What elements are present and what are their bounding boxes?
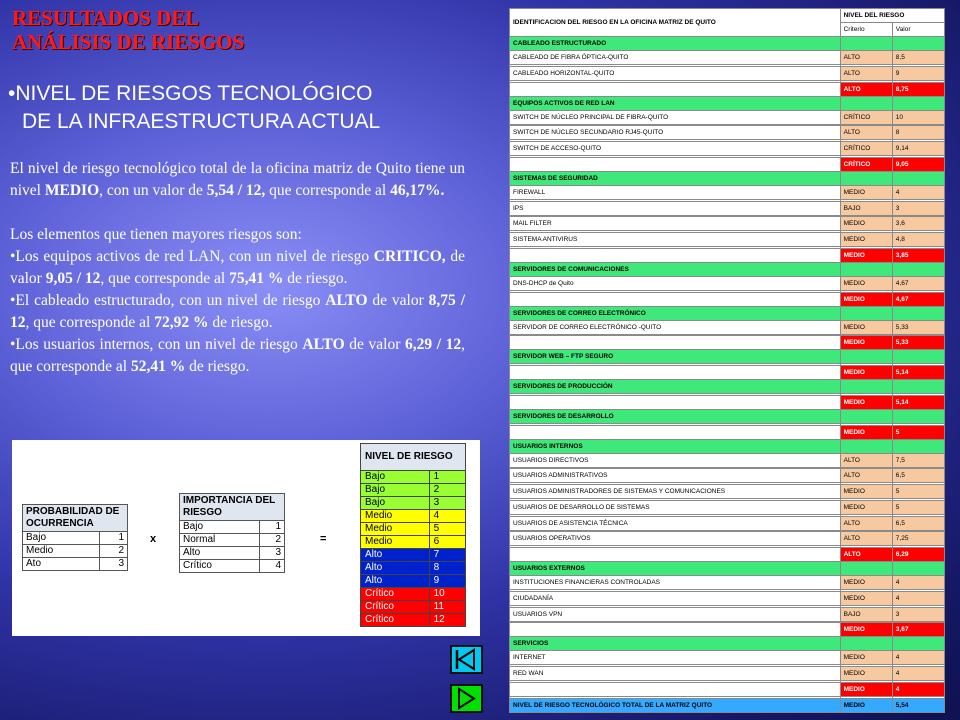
risk-name: SERVIDOR WEB – FTP SEGURO bbox=[510, 350, 841, 364]
risk-name bbox=[510, 248, 841, 262]
text-run: , que corresponde al bbox=[10, 336, 465, 375]
risk-level-header: NIVEL DE RIESGO bbox=[361, 444, 466, 471]
risk-criterion: MEDIO bbox=[840, 185, 892, 199]
risk-value: 3,85 bbox=[892, 248, 944, 262]
risk-value: 3,67 bbox=[892, 623, 944, 637]
risk-legend-panel bbox=[12, 440, 480, 636]
risk-value: 5,33 bbox=[892, 320, 944, 334]
risk-criterion bbox=[840, 262, 892, 276]
risk-name: USUARIOS VPN bbox=[510, 607, 841, 621]
subtotal-row bbox=[510, 366, 945, 380]
risk-name: SERVIDOR DE CORREO ELECTRÓNICO -QUITO bbox=[510, 320, 841, 334]
importance-label: Crítico bbox=[180, 560, 260, 573]
table-row bbox=[510, 485, 945, 499]
table-row bbox=[510, 651, 945, 665]
risk-value: 4,67 bbox=[892, 276, 944, 290]
risk-level-row bbox=[361, 484, 466, 497]
table-row bbox=[510, 110, 945, 124]
risk-level-row bbox=[361, 588, 466, 601]
risk-name bbox=[510, 366, 841, 380]
risk-value: 3 bbox=[892, 201, 944, 215]
subtotal-row bbox=[510, 623, 945, 637]
importance-row bbox=[180, 521, 285, 534]
risk-name bbox=[510, 82, 841, 96]
text-run: CRITICO, bbox=[373, 248, 446, 265]
probability-label: Bajo bbox=[23, 532, 100, 545]
risk-value bbox=[892, 439, 944, 453]
next-slide-button[interactable] bbox=[450, 684, 483, 713]
risk-analysis-table-panel bbox=[509, 8, 945, 713]
table-row bbox=[510, 126, 945, 140]
risk-value bbox=[892, 409, 944, 423]
bullet-usuarios bbox=[10, 334, 465, 378]
section-row bbox=[510, 171, 945, 185]
table-row bbox=[510, 185, 945, 199]
risk-name: SISTEMAS DE SEGURIDAD bbox=[510, 171, 841, 185]
risk-criterion: ALTO bbox=[840, 66, 892, 80]
risk-value: 8,75 bbox=[892, 82, 944, 96]
multiply-sign: x bbox=[150, 533, 157, 545]
risk-value: 5 bbox=[892, 425, 944, 439]
table-row bbox=[510, 51, 945, 65]
text-run: El nivel de riesgo tecnológico total de la oficina matriz de Quito tiene un nivel bbox=[10, 160, 465, 199]
section-row bbox=[510, 439, 945, 453]
risk-criterion: MEDIO bbox=[840, 682, 892, 696]
section-row bbox=[510, 96, 945, 110]
risk-name bbox=[510, 623, 841, 637]
table-row bbox=[510, 591, 945, 605]
risk-name: SISTEMA ANTIVIRUS bbox=[510, 233, 841, 247]
probability-row bbox=[23, 545, 128, 558]
risk-value: 4 bbox=[892, 185, 944, 199]
risk-level-value: 11 bbox=[429, 601, 465, 614]
text-run: •Los usuarios internos, con un nivel de riesgo bbox=[10, 336, 303, 353]
risk-name: USUARIOS DE DESARROLLO DE SISTEMAS bbox=[510, 500, 841, 514]
risk-criterion bbox=[840, 409, 892, 423]
risk-level-value: 8 bbox=[429, 562, 465, 575]
table-row bbox=[510, 217, 945, 231]
text-run: ALTO bbox=[325, 292, 368, 309]
risk-criterion: MEDIO bbox=[840, 366, 892, 380]
risk-level-label: Bajo bbox=[361, 497, 430, 510]
risk-criterion: ALTO bbox=[840, 469, 892, 483]
bullet-lan bbox=[10, 246, 465, 290]
risk-name: CABLEADO ESTRUCTURADO bbox=[510, 37, 841, 51]
next-slide-icon bbox=[452, 686, 481, 711]
subtotal-row bbox=[510, 548, 945, 562]
risk-name bbox=[510, 395, 841, 409]
risk-name: USUARIOS INTERNOS bbox=[510, 439, 841, 453]
risk-criterion: MEDIO bbox=[840, 395, 892, 409]
importance-value: 4 bbox=[259, 560, 284, 573]
risk-criterion bbox=[840, 439, 892, 453]
risk-level-value: 2 bbox=[429, 484, 465, 497]
risk-criterion: MEDIO bbox=[840, 233, 892, 247]
risk-value: 4 bbox=[892, 667, 944, 681]
risk-name: FIREWALL bbox=[510, 185, 841, 199]
risk-criterion bbox=[840, 350, 892, 364]
text-run: ALTO bbox=[302, 336, 345, 353]
risk-level-value: 10 bbox=[429, 588, 465, 601]
text-run: •Los equipos activos de red LAN, con un nivel de riesgo bbox=[10, 248, 374, 265]
previous-slide-button[interactable] bbox=[450, 645, 483, 674]
risk-value: 6,5 bbox=[892, 469, 944, 483]
risk-level-label: Alto bbox=[361, 562, 430, 575]
risk-value: 4 bbox=[892, 682, 944, 696]
text-run: de riesgo. bbox=[185, 358, 250, 375]
risk-level-table bbox=[360, 443, 466, 627]
probability-value: 3 bbox=[99, 558, 127, 571]
risk-value: 5,14 bbox=[892, 395, 944, 409]
risk-criterion: CRÍTICO bbox=[840, 142, 892, 156]
table-row bbox=[510, 576, 945, 590]
risk-level-row bbox=[361, 471, 466, 484]
risk-criterion: CRÍTICO bbox=[840, 157, 892, 171]
importance-label: Bajo bbox=[180, 521, 260, 534]
risk-value bbox=[892, 637, 944, 651]
risk-criterion: MEDIO bbox=[840, 623, 892, 637]
risk-criterion: MEDIO bbox=[840, 576, 892, 590]
risk-criterion: BAJO bbox=[840, 607, 892, 621]
table-row bbox=[510, 607, 945, 621]
risk-level-label: Crítico bbox=[361, 601, 430, 614]
table-row bbox=[510, 516, 945, 530]
table-row bbox=[510, 469, 945, 483]
subtotal-row bbox=[510, 682, 945, 696]
importance-value: 3 bbox=[259, 547, 284, 560]
prev-slide-icon bbox=[452, 647, 481, 672]
risk-criterion: MEDIO bbox=[840, 425, 892, 439]
table-row bbox=[510, 233, 945, 247]
risk-level-row bbox=[361, 614, 466, 627]
risk-name: SERVICIOS bbox=[510, 637, 841, 651]
risk-criterion: CRÍTICO bbox=[840, 110, 892, 124]
table-row bbox=[510, 320, 945, 334]
risk-name: USUARIOS EXTERNOS bbox=[510, 562, 841, 576]
risk-name bbox=[510, 292, 841, 306]
importance-row bbox=[180, 560, 285, 573]
risk-criterion: MEDIO bbox=[840, 591, 892, 605]
section-row bbox=[510, 350, 945, 364]
risk-criterion: MEDIO bbox=[840, 292, 892, 306]
risk-value: 4 bbox=[892, 576, 944, 590]
text-run: •El cableado estructurado, con un nivel de riesgo bbox=[10, 292, 326, 309]
text-run: que corresponde al bbox=[265, 182, 391, 199]
risk-name: RED WAN bbox=[510, 667, 841, 681]
risk-level-label: Medio bbox=[361, 510, 430, 523]
probability-label: Ato bbox=[23, 558, 100, 571]
text-run: Los elementos que tienen mayores riesgos son: bbox=[10, 226, 302, 243]
risk-name: USUARIOS DE ASISTENCIA TÉCNICA bbox=[510, 516, 841, 530]
subtotal-row bbox=[510, 82, 945, 96]
risk-criterion bbox=[840, 37, 892, 51]
body-text bbox=[10, 158, 465, 378]
risk-criterion bbox=[840, 637, 892, 651]
risk-name: CABLEADO HORIZONTAL-QUITO bbox=[510, 66, 841, 80]
text-run: de valor bbox=[367, 292, 429, 309]
text-run: 46,17%. bbox=[390, 182, 445, 199]
summary-paragraph bbox=[10, 158, 465, 202]
risk-name: SERVIDORES DE DESARROLLO bbox=[510, 409, 841, 423]
importance-label: Normal bbox=[180, 534, 260, 547]
risk-value: 5,14 bbox=[892, 366, 944, 380]
importance-row bbox=[180, 534, 285, 547]
risk-value: 3,6 bbox=[892, 217, 944, 231]
slide-title-line2: ANÁLISIS DE RIESGOS bbox=[12, 30, 245, 54]
risk-name: DNS-DHCP de Quito bbox=[510, 276, 841, 290]
risk-level-row bbox=[361, 497, 466, 510]
table-row bbox=[510, 453, 945, 467]
section-row bbox=[510, 562, 945, 576]
risk-value: 8 bbox=[892, 126, 944, 140]
risk-value bbox=[892, 380, 944, 394]
text-run: 5,54 / 12, bbox=[206, 182, 266, 199]
risk-criterion: MEDIO bbox=[840, 336, 892, 350]
risk-criterion: MEDIO bbox=[840, 698, 892, 712]
section-row bbox=[510, 306, 945, 320]
risk-level-value: 6 bbox=[429, 536, 465, 549]
table-row bbox=[510, 142, 945, 156]
risk-level-label: Medio bbox=[361, 536, 430, 549]
risk-name: INTERNET bbox=[510, 651, 841, 665]
risk-criterion: MEDIO bbox=[840, 651, 892, 665]
risk-level-label: Medio bbox=[361, 523, 430, 536]
risk-value: 9,14 bbox=[892, 142, 944, 156]
risk-value: 5,54 bbox=[892, 698, 944, 712]
risk-criterion: ALTO bbox=[840, 532, 892, 546]
importance-label: Alto bbox=[180, 547, 260, 560]
section-heading-line1: •NIVEL DE RIESGOS TECNOLÓGICO bbox=[8, 82, 373, 105]
table-row bbox=[510, 201, 945, 215]
text-run: , con un valor de bbox=[99, 182, 207, 199]
section-row bbox=[510, 37, 945, 51]
risk-value: 8,5 bbox=[892, 51, 944, 65]
risk-level-label: Alto bbox=[361, 549, 430, 562]
risk-criterion: MEDIO bbox=[840, 500, 892, 514]
risk-criterion: BAJO bbox=[840, 201, 892, 215]
table-header-identification: IDENTIFICACION DEL RIESGO EN LA OFICINA MATRIZ DE QUITO bbox=[510, 9, 841, 37]
subtotal-row bbox=[510, 157, 945, 171]
risk-name: USUARIOS ADMINISTRATIVOS bbox=[510, 469, 841, 483]
risk-criterion bbox=[840, 380, 892, 394]
risk-name bbox=[510, 157, 841, 171]
risk-name: USUARIOS ADMINISTRADORES DE SISTEMAS Y COMUNICACIONES bbox=[510, 485, 841, 499]
risk-level-value: 9 bbox=[429, 575, 465, 588]
risk-value: 7,5 bbox=[892, 453, 944, 467]
text-run: de riesgo. bbox=[283, 270, 348, 287]
risk-level-row bbox=[361, 601, 466, 614]
risk-name: IPS bbox=[510, 201, 841, 215]
risk-level-value: 12 bbox=[429, 614, 465, 627]
risk-level-value: 5 bbox=[429, 523, 465, 536]
risk-name: SERVIDORES DE COMUNICACIONES bbox=[510, 262, 841, 276]
risk-name bbox=[510, 336, 841, 350]
subtotal-row bbox=[510, 425, 945, 439]
importance-value: 2 bbox=[259, 534, 284, 547]
risk-value: 9,05 bbox=[892, 157, 944, 171]
risk-name: USUARIOS OPERATIVOS bbox=[510, 532, 841, 546]
text-run: 75,41 % bbox=[229, 270, 284, 287]
text-run: de valor bbox=[344, 336, 405, 353]
section-row bbox=[510, 637, 945, 651]
risk-criterion bbox=[840, 306, 892, 320]
table-header-valor: Valor bbox=[892, 23, 944, 37]
section-heading bbox=[8, 80, 380, 136]
risk-criterion: MEDIO bbox=[840, 485, 892, 499]
risk-name bbox=[510, 682, 841, 696]
risk-criterion: MEDIO bbox=[840, 667, 892, 681]
risk-criterion: ALTO bbox=[840, 82, 892, 96]
risk-name bbox=[510, 548, 841, 562]
risk-level-value: 4 bbox=[429, 510, 465, 523]
risk-level-label: Crítico bbox=[361, 614, 430, 627]
table-row bbox=[510, 667, 945, 681]
risk-level-row bbox=[361, 536, 466, 549]
intro-paragraph bbox=[10, 224, 465, 246]
risk-criterion: ALTO bbox=[840, 516, 892, 530]
risk-value: 4,67 bbox=[892, 292, 944, 306]
subtotal-row bbox=[510, 292, 945, 306]
risk-name: MAIL FILTER bbox=[510, 217, 841, 231]
risk-criterion: MEDIO bbox=[840, 320, 892, 334]
total-row bbox=[510, 698, 945, 712]
risk-level-label: Bajo bbox=[361, 484, 430, 497]
probability-value: 2 bbox=[99, 545, 127, 558]
importance-table bbox=[179, 493, 285, 573]
risk-name: NIVEL DE RIESGO TECNOLÓGICO TOTAL DE LA MATRIZ QUITO bbox=[510, 698, 841, 712]
bullet-cableado bbox=[10, 290, 465, 334]
text-run: de valor bbox=[10, 248, 465, 287]
table-row bbox=[510, 500, 945, 514]
importance-header: IMPORTANCIA DEL RIESGO bbox=[180, 494, 285, 521]
text-run: 9,05 / 12 bbox=[45, 270, 101, 287]
risk-value: 4 bbox=[892, 591, 944, 605]
text-run: de riesgo. bbox=[208, 314, 273, 331]
risk-name: SWITCH DE NÚCLEO SECUNDARIO RJ45-QUITO bbox=[510, 126, 841, 140]
risk-value bbox=[892, 37, 944, 51]
risk-name bbox=[510, 425, 841, 439]
risk-value: 6,29 bbox=[892, 548, 944, 562]
risk-criterion bbox=[840, 171, 892, 185]
risk-value: 7,25 bbox=[892, 532, 944, 546]
risk-criterion: ALTO bbox=[840, 548, 892, 562]
table-row bbox=[510, 532, 945, 546]
importance-row bbox=[180, 547, 285, 560]
risk-level-row bbox=[361, 523, 466, 536]
risk-criterion: MEDIO bbox=[840, 217, 892, 231]
probability-header: PROBABILIDAD DE OCURRENCIA bbox=[23, 505, 128, 532]
probability-value: 1 bbox=[99, 532, 127, 545]
risk-value bbox=[892, 562, 944, 576]
section-row bbox=[510, 409, 945, 423]
risk-criterion: ALTO bbox=[840, 51, 892, 65]
risk-criterion: ALTO bbox=[840, 453, 892, 467]
risk-value bbox=[892, 171, 944, 185]
risk-value: 4 bbox=[892, 651, 944, 665]
risk-level-value: 3 bbox=[429, 497, 465, 510]
risk-name: CABLEADO DE FIBRA ÓPTICA-QUITO bbox=[510, 51, 841, 65]
risk-criterion: MEDIO bbox=[840, 248, 892, 262]
risk-analysis-table bbox=[509, 8, 945, 713]
probability-row bbox=[23, 532, 128, 545]
text-run: , que corresponde al bbox=[100, 270, 230, 287]
risk-value bbox=[892, 262, 944, 276]
risk-level-row bbox=[361, 575, 466, 588]
risk-name: SERVIDORES DE PRODUCCIÓN bbox=[510, 380, 841, 394]
subtotal-row bbox=[510, 336, 945, 350]
text-run: 72,92 % bbox=[154, 314, 209, 331]
section-heading-line2: DE LA INFRAESTRUCTURA ACTUAL bbox=[22, 110, 381, 133]
text-run: 52,41 % bbox=[130, 358, 186, 375]
risk-level-row bbox=[361, 510, 466, 523]
risk-value: 4,8 bbox=[892, 233, 944, 247]
risk-name: SWITCH DE ACCESO-QUITO bbox=[510, 142, 841, 156]
table-row bbox=[510, 276, 945, 290]
slide-title bbox=[12, 6, 244, 54]
risk-level-value: 7 bbox=[429, 549, 465, 562]
risk-value: 5,33 bbox=[892, 336, 944, 350]
risk-criterion bbox=[840, 562, 892, 576]
risk-value bbox=[892, 96, 944, 110]
risk-name: INSTITUCIONES FINANCIERAS CONTROLADAS bbox=[510, 576, 841, 590]
risk-value bbox=[892, 350, 944, 364]
risk-level-label: Alto bbox=[361, 575, 430, 588]
risk-name: CIUDADANÍA bbox=[510, 591, 841, 605]
probability-row bbox=[23, 558, 128, 571]
text-run: , que corresponde al bbox=[25, 314, 155, 331]
probability-label: Medio bbox=[23, 545, 100, 558]
risk-name: SWITCH DE NÚCLEO PRINCIPAL DE FIBRA-QUITO bbox=[510, 110, 841, 124]
risk-criterion: MEDIO bbox=[840, 276, 892, 290]
risk-level-label: Bajo bbox=[361, 471, 430, 484]
risk-value: 5 bbox=[892, 500, 944, 514]
risk-level-label: Crítico bbox=[361, 588, 430, 601]
slide-title-line1: RESULTADOS DEL bbox=[12, 6, 200, 30]
risk-name: EQUIPOS ACTIVOS DE RED LAN bbox=[510, 96, 841, 110]
section-row bbox=[510, 380, 945, 394]
text-run: 8,75 / 12 bbox=[10, 292, 465, 331]
subtotal-row bbox=[510, 395, 945, 409]
probability-table bbox=[22, 504, 128, 571]
equals-sign: = bbox=[320, 533, 327, 545]
table-header-criterio: Criterio bbox=[840, 23, 892, 37]
risk-value bbox=[892, 306, 944, 320]
risk-value: 5 bbox=[892, 485, 944, 499]
text-run: 6,29 / 12 bbox=[404, 336, 462, 353]
table-header-level: NIVEL DEL RIESGO bbox=[840, 9, 944, 23]
risk-criterion: ALTO bbox=[840, 126, 892, 140]
text-run: MEDIO bbox=[44, 182, 100, 199]
section-row bbox=[510, 262, 945, 276]
risk-level-row bbox=[361, 562, 466, 575]
risk-criterion bbox=[840, 96, 892, 110]
risk-name: SERVIDORES DE CORREO ELECTRÓNICO bbox=[510, 306, 841, 320]
risk-level-row bbox=[361, 549, 466, 562]
risk-level-value: 1 bbox=[429, 471, 465, 484]
table-row bbox=[510, 66, 945, 80]
risk-value: 10 bbox=[892, 110, 944, 124]
risk-value: 9 bbox=[892, 66, 944, 80]
subtotal-row bbox=[510, 248, 945, 262]
risk-value: 6,5 bbox=[892, 516, 944, 530]
risk-value: 3 bbox=[892, 607, 944, 621]
risk-name: USUARIOS DIRECTIVOS bbox=[510, 453, 841, 467]
importance-value: 1 bbox=[259, 521, 284, 534]
